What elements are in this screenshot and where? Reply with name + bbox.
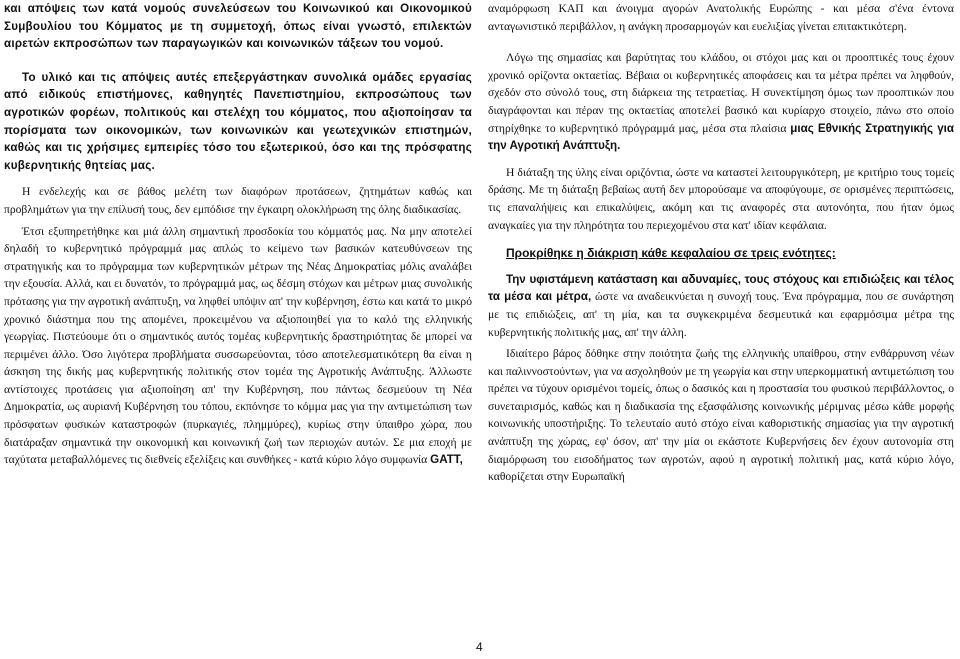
paragraph-intro: και απόψεις των κατά νομούς συνελεύσεων του Κοινωνικού και Οικονομικού Συμβουλίου του Κόμματος με τη συμμετοχή, όπως είναι γνωστό, επιλεκτών αιρετών εκπροσώπων των παραγωγικών και κοινωνικών τάξεων του νομού. [4, 2, 472, 51]
national-strategy-bold: μιας Εθνικής Στρατηγικής για την Αγροτική Ανάπτυξη. [488, 121, 954, 153]
paragraph-text: Λόγω της σημασίας και βαρύτητας του κλάδου, οι στόχοι μας και οι προοπτικές τους έχουν χρονικό ορίζοντα οκταετίας. Βέβαια οι κυβερνητικές αποφάσεις και τα μέτρα πρέπει να ληφθούν, σχεδόν στο σύνολό τους, στη διάρκεια της τετραετίας. Η συνεκτίμηση όμως των προοπτικών που διαγράφονται και πέραν της οκταετίας αποτελεί βασικό και κυρίαρχο στοιχείο, πάνω στο οποίο στηρίχθηκε το κυβερνητικό πρόγραμμά μας, μέσα στα πλαίσια [488, 51, 954, 135]
paragraph-working-groups: Το υλικό και τις απόψεις αυτές επεξεργάστηκαν συνολικά ομάδες εργασίας από ειδικούς επιστήμονες, καθηγητές Πανεπιστημίου, εκπροσώπους των αγροτικών φορέων, πολιτικούς και στελέχη του κόμματος, που αξιοποίησαν τα πορίσματα των οικονομικών, των κοινωνικών και γεωτεχνικών επιστημών, καθώς και τις χρήσιμες εμπειρίες τόσο του εξωτερικού, όσο και της πρόσφατης κυβερνητικής θητείας μας. [4, 70, 472, 172]
paragraph-government-program [4, 223, 472, 469]
three-sections-bold: Την υφιστάμενη κατάσταση και αδυναμίες, τους στόχους και επιδιώξεις και τέλος τα μέσα και μέτρα, [488, 272, 954, 304]
paragraph-layout: Η διάταξη της ύλης είναι οριζόντια, ώστε να καταστεί λειτουργικότερη, με κριτήριο τους τομείς δράσης. Με τη διάταξη βεβαίως αυτή δεν μπορούσαμε να αποφύγουμε, σε ορισμένες περιπτώσεις, τις επαναλήψεις και επικαλύψεις, ακόμη και τις αναφορές στα αυτονόητα, που ήταν όμως αναγκαίες για την πληρότητα του περιεχομένου στα κατ' ιδίαν κεφάλαια. [488, 165, 954, 232]
gatt-bold: GATT, [430, 453, 463, 467]
paragraph-time-horizon [488, 49, 954, 155]
paragraph-text: Έτσι εξυπηρετήθηκε και μιά άλλη σημαντική προσδοκία του κόμματός μας. Να μην αποτελεί δηλαδή το κυβερνητικό πρόγραμμά μας απλώς το κείμενο των βασικών κατευθύνσεων της στρατηγικής και το πρόγραμμα των κυβερνητικών μέτρων της Νέας Δημοκρατίας μόλις αναλάβει την εξουσία. Αλλά, και ει δυνατόν, το πρόγραμμά μας, ως δέσμη στόχων και μέτρων μιας συνολικής πρότασης για την αγροτική ανάπτυξη, να ληφθεί υπόψιν απ' την κυβέρνηση, έστω και κατά το μικρό χρονικό διάστημα που της απομένει, προκειμένου να αξιοποιηθεί για το καλό της ελληνικής γεωργίας. Πιστεύουμε ότι ο σημαντικός αυτός τομέας κυβερνητικής δραστηριότητας δε μπορεί να περιμένει άλλο. Όσο λιγότερα προβλήματα συσσωρεύονται, τόσο αποτελεσματικότερη θα είναι η άσκηση της δικής μας κυβερνητικής πολιτικής στον τομέα της Αγροτικής Ανάπτυξης. Άλλωστε αντίστοιχες προτάσεις για αξιοποίηση απ' την Κυβέρνηση, που πάντως δεσμεύουν τη Νέα Δημοκρατία, ως αυριανή Κυβέρνηση του τόπου, εκπόνησε το κόμμα μας για την αντιμετώπιση των πρόσφατων φυσικών καταστροφών (πυρκαγιές, πλημμύρες), κυρίως στην ύπαιθρο χώρα, που διατάραξαν σημαντικά την οικονομική και κοινωνική ζωή των περιοχών αυτών. Σε μια εποχή με ταχύτατα μεταβαλλόμενες τις διεθνείς εξελίξεις και συνθήκες - κατά κύριο λόγο συμφωνία [4, 224, 472, 467]
paragraph-cap-reform: αναμόρφωση ΚΑΠ και άνοιγμα αγορών Ανατολικής Ευρώπης - και μέσα σ'ένα έντονα ανταγωνιστικό περιβάλλον, η ανάγκη προσαρμογών και ευελιξίας γίνεται επιτακτικότερη. [488, 2, 954, 33]
paragraph-quality-of-life: Ιδιαίτερο βάρος δόθηκε στην ποιότητα ζωής της ελληνικής υπαίθρου, στην ενθάρρυνση νέων και παλιννοστούντων, για να ασχοληθούν με τη γεωργία και στην υπερκομματική αντιμετώπιση του πρέπει να τύχουν ορισμένοι τομείς, όπως ο δασικός και η προστασία του φυσικού περιβάλλοντος, ο συνεταιρισμός, καθώς και η διαδικασία της εξασφάλισης κοινωνικής μέριμνας μέσω κάθε μορφής κοινωνικής υποστήριξης. Το τελευταίο αυτό στόχο είναι καθοριστικής σημασίας για την αγροτική ανάπτυξη της χώρας, εφ' όσον, απ' την μία οι εκάστοτε Κυβερνήσεις δεν έχουν αυτονομία στη διαμόρφωση του εισοδήματος των αγροτών, αφού η αγροτική πολιτική μας, κατά κύριο λόγο, καθορίζεται στην Ευρωπαϊκή [488, 347, 954, 484]
left-column [4, 0, 472, 469]
paragraph-three-sections [488, 271, 954, 341]
page-number: 4 [476, 640, 483, 654]
right-column [488, 0, 954, 486]
paragraph-thorough-study: Η ενδελεχής και σε βάθος μελέτη των διαφόρων προτάσεων, ζητημάτων καθώς και προβλημάτων για την επίλυσή τους, δεν εμπόδισε την έγκαιρη ολοκλήρωση της όλης διαδικασίας. [4, 185, 472, 216]
section-heading: Προκρίθηκε η διάκριση κάθε κεφαλαίου σε τρεις ενότητες: [506, 246, 836, 261]
paragraph-text: ώστε να αναδεικνύεται η συνοχή τους. Ένα πρόγραμμα, που σε συνάρτηση με τις επιδιώξεις, απ' τη μία, και τα συγκεκριμένα δεσμευτικά και εφαρμόσιμα μέτρα της κυβερνητικής πολιτικής μας, απ' την άλλη. [488, 290, 954, 339]
